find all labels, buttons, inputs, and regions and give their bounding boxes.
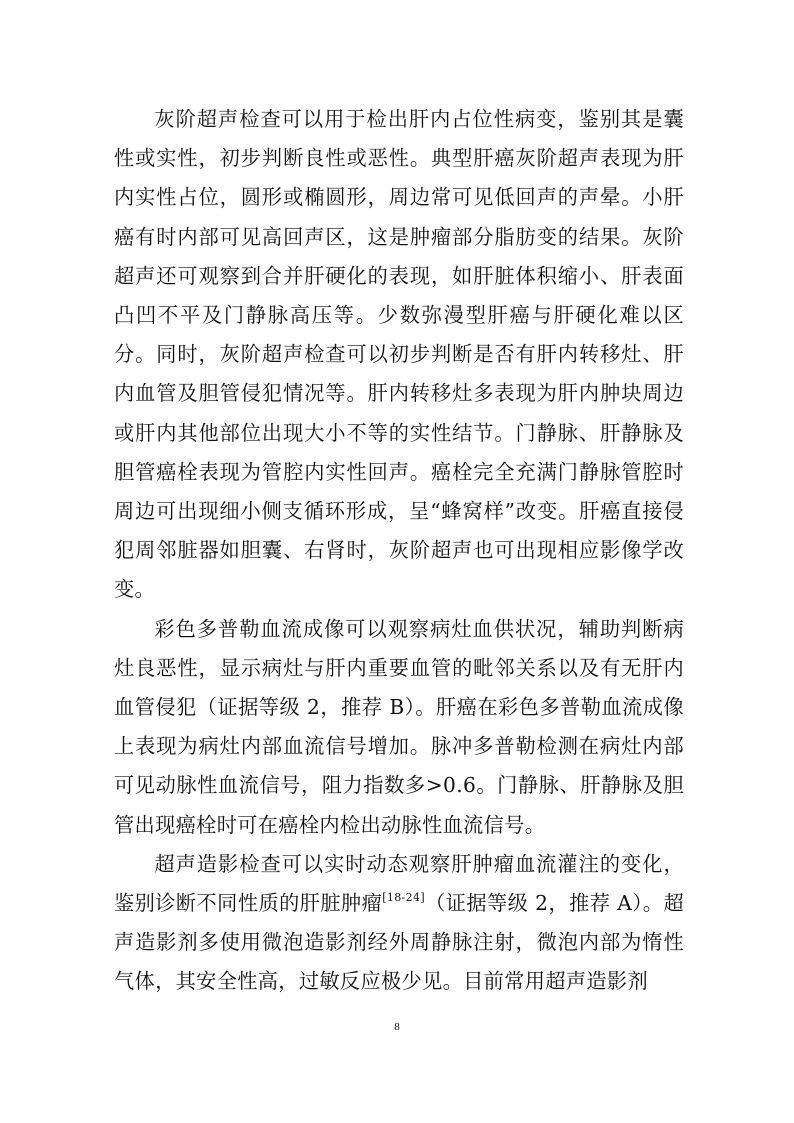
paragraph-text-before-citation: 超声造影检查可以实时动态观察肝肿瘤血流灌注的变化，鉴别诊断不同性质的肝脏肿瘤 [114, 851, 684, 916]
citation-reference: [18-24] [382, 891, 426, 905]
paragraph-color-doppler: 彩色多普勒血流成像可以观察病灶血供状况，辅助判断病灶良恶性，显示病灶与肝内重要血管的毗邻关系以及有无肝内血管侵犯（证据等级 2，推荐 B）。肝癌在彩色多普勒血流成像上表现为病灶内部血流信号增加。脉冲多普勒检测在病灶内部可见动脉性血流信号，阻力指数多>0.6。门静脉、肝静脉及胆管出现癌栓时可在癌栓内检出动脉性血流信号。 [114, 616, 684, 837]
paragraph-text-after-citation: （证据等级 2，推荐 A）。超声造影剂多使用微泡造影剂经外周静脉注射，微泡内部为惰性气体，其安全性高，过敏反应极少见。目前常用超声造影剂 [114, 891, 684, 994]
paragraph-contrast-ultrasound [114, 845, 684, 1002]
paragraph-grayscale-ultrasound: 灰阶超声检查可以用于检出肝内占位性病变，鉴别其是囊性或实性，初步判断良性或恶性。典型肝癌灰阶超声表现为肝内实性占位，圆形或椭圆形，周边常可见低回声的声晕。小肝癌有时内部可见高回声区，这是肿瘤部分脂肪变的结果。灰阶超声还可观察到合并肝硬化的表现，如肝脏体积缩小、肝表面凸凹不平及门静脉高压等。少数弥漫型肝癌与肝硬化难以区分。同时，灰阶超声检查可以初步判断是否有肝内转移灶、肝内血管及胆管侵犯情况等。肝内转移灶多表现为肝内肿块周边或肝内其他部位出现大小不等的实性结节。门静脉、肝静脉及胆管癌栓表现为管腔内实性回声。癌栓完全充满门静脉管腔时周边可出现细小侧支循环形成，呈“蜂窝样”改变。肝癌直接侵犯周邻脏器如胆囊、右肾时，灰阶超声也可出现相应影像学改变。 [114, 107, 684, 602]
body-text [114, 100, 684, 1002]
page-number: 8 [394, 1021, 400, 1033]
